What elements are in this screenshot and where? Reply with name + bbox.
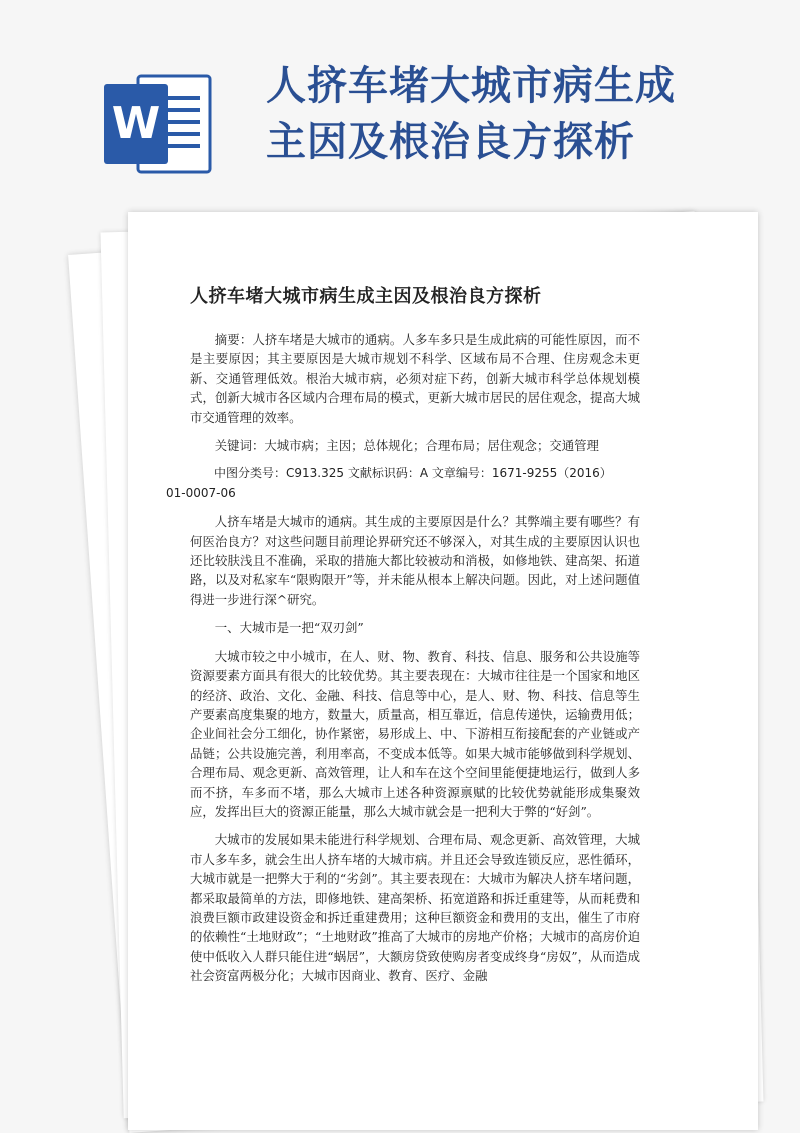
- classification-line-2: 01-0007-06: [166, 485, 236, 500]
- word-document-icon: [102, 70, 214, 178]
- abstract-paragraph: 摘要：人挤车堵是大城市的通病。人多车多只是生成此病的可能性原因，而不是主要原因；其主要原因是大城市规划不科学、区域布局不合理、住房观念未更新、交通管理低效。根治大城市病，必须对症下药，创新大城市科学总体规划模式，创新大城市各区域内合理布局的模式，更新大城市居民的居住观念，提高大城市交通管理的效率。: [190, 332, 640, 425]
- svg-text:W: W: [111, 98, 161, 149]
- classification-block: [166, 464, 640, 503]
- banner-title: [266, 58, 786, 170]
- keywords-line: 关键词：大城市病；主因；总体规化；合理布局；居住观念；交通管理: [214, 438, 599, 454]
- section-1-heading: 一、大城市是一把“双刃剑”: [214, 620, 364, 636]
- document-body: [166, 330, 640, 995]
- intro-paragraph: 人挤车堵是大城市的通病。其生成的主要原因是什么？其弊端主要有哪些？有何医治良方？对这些问题目前理论界研究还不够深入，对其生成的主要原因认识也还比较肤浅且不准确，采取的措施大都比较被动和消极，如修地铁、建高架、拓道路，以及对私家车“限购限开”等，并未能从根本上解决问题。因此，对上述问题值得进一步进行深^研究。: [190, 514, 640, 607]
- document-title: 人挤车堵大城市病生成主因及根治良方探析: [190, 286, 542, 307]
- section-1-paragraph-1: 大城市较之中小城市，在人、财、物、教育、科技、信息、服务和公共设施等资源要素方面具有很大的比较优势。其主要表现在：大城市往往是一个国家和地区的经济、政治、文化、金融、科技、信息等中心，是人、财、物、科技、信息等生产要素高度集聚的地方，数量大，质量高，相互靠近，信息传递快，运输费用低；企业间社会分工细化，协作紧密，易形成上、中、下游相互衔接配套的产业链或产品链；公共设施完善，利用率高，不变成本低等。如果大城市能够做到科学规划、合理布局、观念更新、高效管理，让人和车在这个空间里能便捷地运行，做到人多而不挤，车多而不堵，那么大城市上述各种资源禀赋的比较优势就能形成集聚效应，发挥出巨大的资源正能量，那么大城市就会是一把利大于弊的“好剑”。: [190, 648, 640, 819]
- section-1-paragraph-2: 大城市的发展如果未能进行科学规划、合理布局、观念更新、高效管理，大城市人多车多，就会生出人挤车堵的大城市病。并且还会导致连锁反应，恶性循环，大城市就是一把弊大于利的“劣剑”。其主要表现在：大城市为解决人挤车堵问题，都采取最简单的方法，即修地铁、建高架桥、拓宽道路和拆迁重建等，从而耗费和浪费巨额市政建设资金和拆迁重建费用；这种巨额资金和费用的支出，催生了市府的依赖性“土地财政”；“土地财政”推高了大城市的房地产价格；大城市的高房价迫使中低收入人群只能住进“蜗居”，大额房贷致使购房者变成终身“房奴”，从而造成社会资富两极分化；大城市因商业、教育、医疗、金融: [190, 832, 640, 984]
- banner-title-line-2: 主因及根治良方探析: [266, 119, 635, 165]
- banner-title-line-1: 人挤车堵大城市病生成: [266, 63, 676, 109]
- classification-line-1: 中图分类号：C913.325 文献标识码：A 文章编号：1671-9255（2016）: [214, 466, 612, 481]
- header-banner: [0, 0, 800, 200]
